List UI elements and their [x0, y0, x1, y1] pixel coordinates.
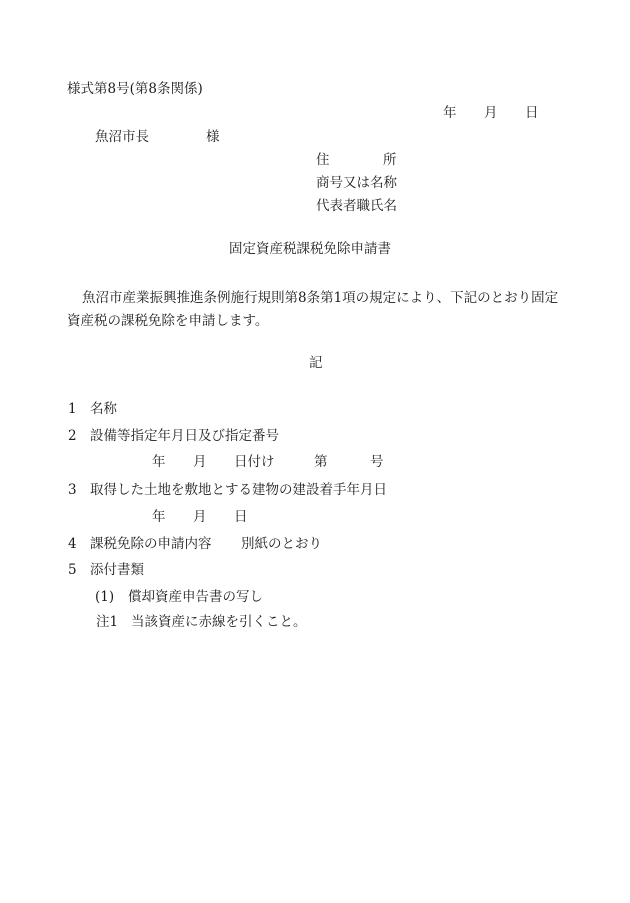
item-5-label: 添付書類 [90, 562, 144, 578]
date-month-label: 月 [484, 105, 498, 121]
attachment-1-number: (1) [95, 589, 115, 605]
document-title: 固定資産税課税免除申請書 [229, 241, 391, 257]
body-text-line-2: 資産税の課税免除を申請します。 [67, 313, 269, 329]
addressee-name: 魚沼市長 [95, 129, 149, 145]
item-3-year-label: 年 [152, 509, 166, 525]
item-2-year-label: 年 [152, 454, 166, 470]
ki-heading: 記 [309, 355, 323, 371]
note-number: 注1 [96, 614, 119, 630]
item-3-day-label: 日 [234, 509, 248, 525]
date-day-label: 日 [525, 105, 539, 121]
item-4-number: 4 [68, 536, 77, 552]
item-3-label: 取得した土地を敷地とする建物の建設着手年月日 [90, 482, 387, 498]
note-label: 当該資産に赤線を引くこと。 [131, 614, 307, 630]
item-2-number: 2 [68, 428, 77, 444]
applicant-representative-label: 代表者職氏名 [316, 198, 397, 214]
item-1-label: 名称 [90, 401, 117, 417]
form-number: 様式第8号(第8条関係) [67, 81, 203, 97]
item-1-number: 1 [68, 401, 77, 417]
applicant-address-label-2: 所 [383, 152, 397, 168]
item-2-dai-label: 第 [314, 454, 328, 470]
item-3-month-label: 月 [193, 509, 207, 525]
item-2-label: 設備等指定年月日及び指定番号 [90, 428, 279, 444]
applicant-trade-name-label: 商号又は名称 [316, 175, 397, 191]
addressee-suffix: 様 [206, 129, 220, 145]
item-4-label: 課税免除の申請内容 [90, 536, 212, 552]
item-4-value: 別紙のとおり [241, 536, 322, 552]
item-3-number: 3 [68, 482, 77, 498]
applicant-address-label-1: 住 [316, 152, 330, 168]
attachment-1-label: 償却資産申告書の写し [128, 589, 263, 605]
item-2-day-label: 日付け [234, 454, 275, 470]
item-2-month-label: 月 [193, 454, 207, 470]
item-2-go-label: 号 [370, 454, 384, 470]
item-5-number: 5 [68, 562, 77, 578]
body-text-line-1: 魚沼市産業振興推進条例施行規則第8条第1項の規定により、下記のとおり固定 [82, 290, 559, 306]
date-year-label: 年 [443, 105, 457, 121]
